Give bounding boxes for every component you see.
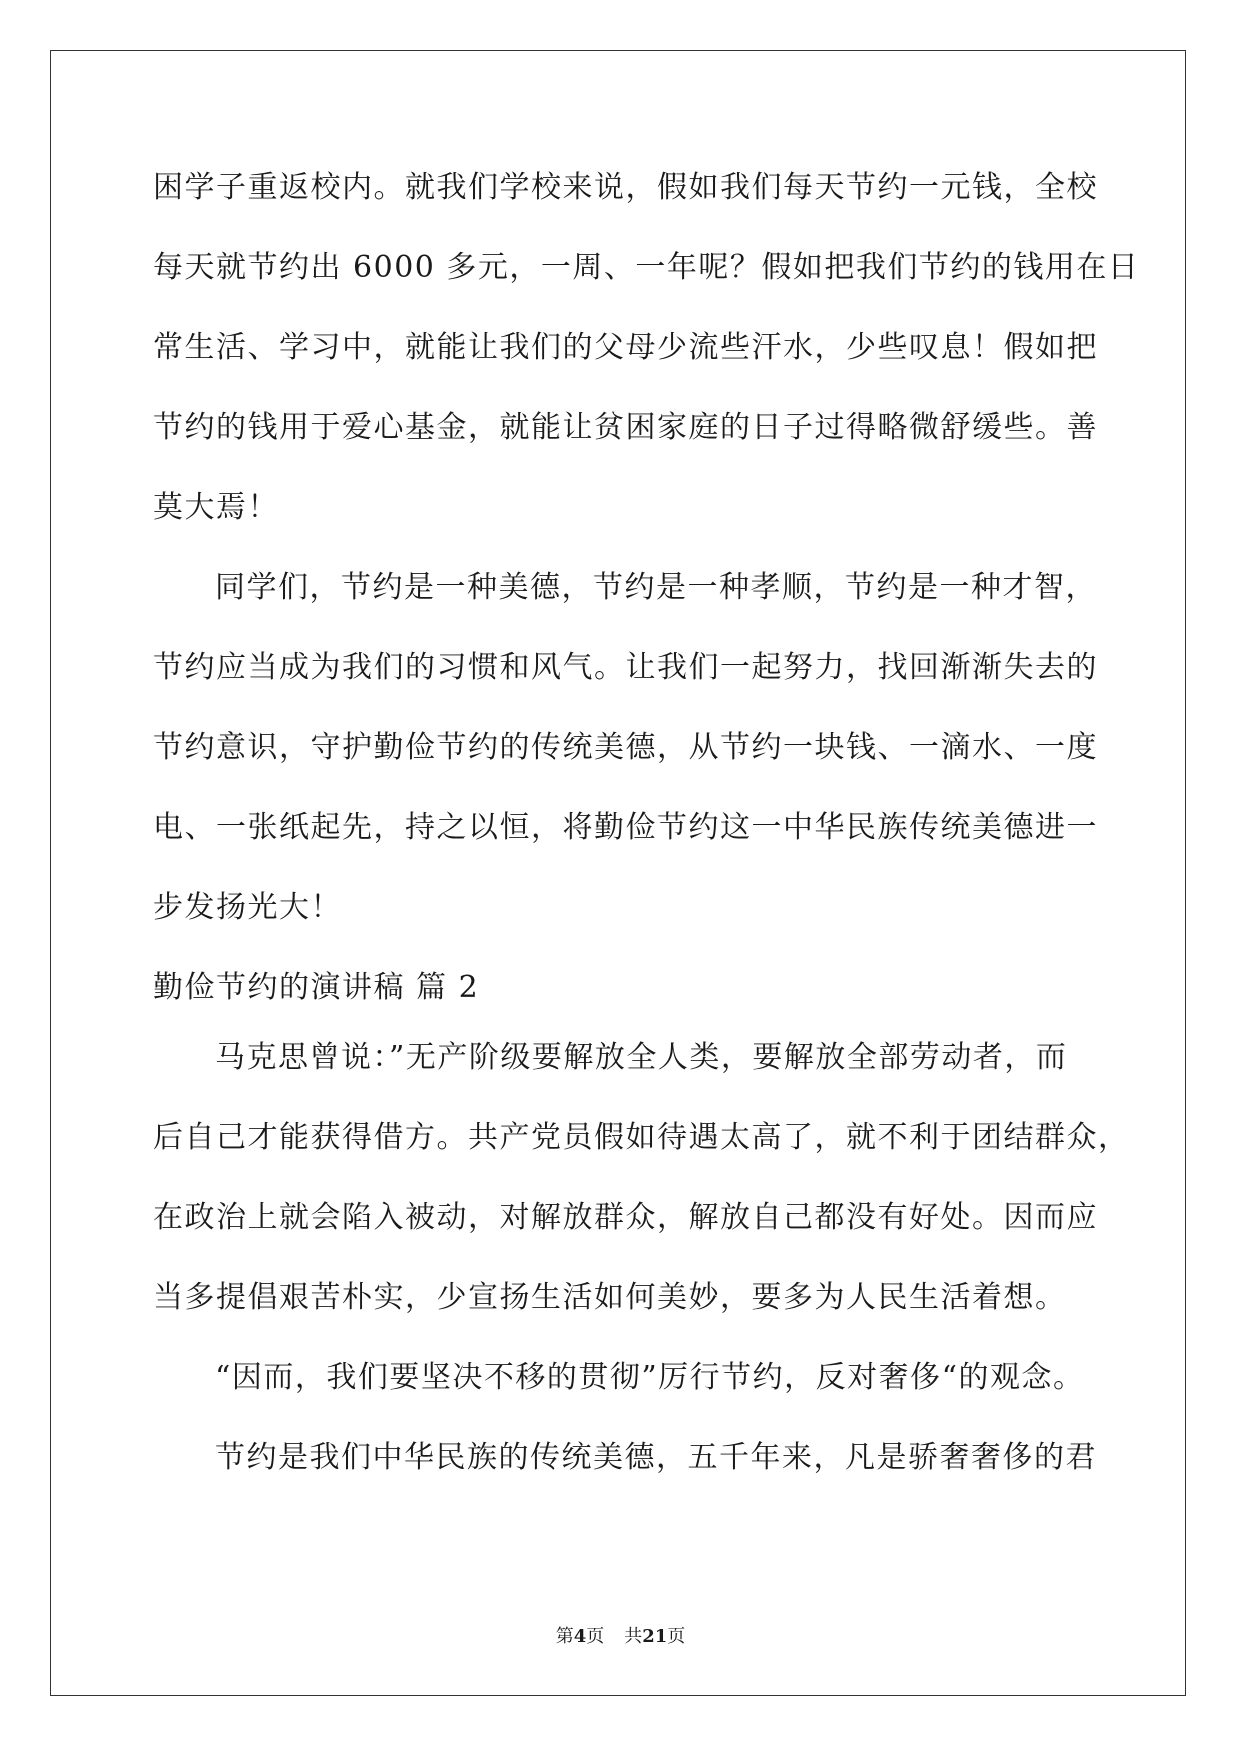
- text-line: 在政治上就会陷入被动，对解放群众，解放自己都没有好处。因而应: [153, 1200, 1098, 1235]
- document-body: [153, 160, 1140, 1510]
- text-line: 步发扬光大！: [153, 890, 342, 925]
- text-line: 困学子重返校内。就我们学校来说，假如我们每天节约一元钱，全校: [153, 170, 1098, 205]
- text-line: 当多提倡艰苦朴实，少宣扬生活如何美妙，要多为人民生活着想。: [153, 1280, 1067, 1315]
- text-line: 节约的钱用于爱心基金，就能让贫困家庭的日子过得略微舒缓些。善: [153, 410, 1098, 445]
- text-line: 常生活、学习中，就能让我们的父母少流些汗水，少些叹息！假如把: [153, 330, 1098, 365]
- text-line: 电、一张纸起先，持之以恒，将勤俭节约这一中华民族传统美德进一: [153, 810, 1098, 845]
- section-heading: 勤俭节约的演讲稿 篇 2: [153, 970, 480, 1005]
- total-suffix: 页: [667, 1626, 686, 1647]
- paragraph-start-line: 马克思曾说：”无产阶级要解放全人类，要解放全部劳动者，而: [215, 1040, 1068, 1075]
- page-prefix: 第: [555, 1626, 574, 1647]
- total-pages: 21: [642, 1626, 668, 1647]
- paragraph-start-line: 节约是我们中华民族的传统美德，五千年来，凡是骄奢奢侈的君: [215, 1440, 1097, 1475]
- text-line: 节约意识，守护勤俭节约的传统美德，从节约一块钱、一滴水、一度: [153, 730, 1098, 765]
- page-footer: [0, 1622, 1241, 1648]
- text-line: 节约应当成为我们的习惯和风气。让我们一起努力，找回渐渐失去的: [153, 650, 1098, 685]
- paragraph-start-line: “因而，我们要坚决不移的贯彻”厉行节约，反对奢侈“的观念。: [215, 1360, 1085, 1395]
- total-prefix: 共: [624, 1626, 643, 1647]
- page-number: 4: [573, 1626, 587, 1647]
- page-suffix: 页: [586, 1626, 605, 1647]
- text-line: 莫大焉！: [153, 490, 279, 525]
- paragraph-start-line: 同学们，节约是一种美德，节约是一种孝顺，节约是一种才智，: [215, 570, 1097, 605]
- text-line: 每天就节约出 6000 多元，一周、一年呢？假如把我们节约的钱用在日: [153, 250, 1140, 285]
- text-line: 后自己才能获得借方。共产党员假如待遇太高了，就不利于团结群众，: [153, 1120, 1130, 1155]
